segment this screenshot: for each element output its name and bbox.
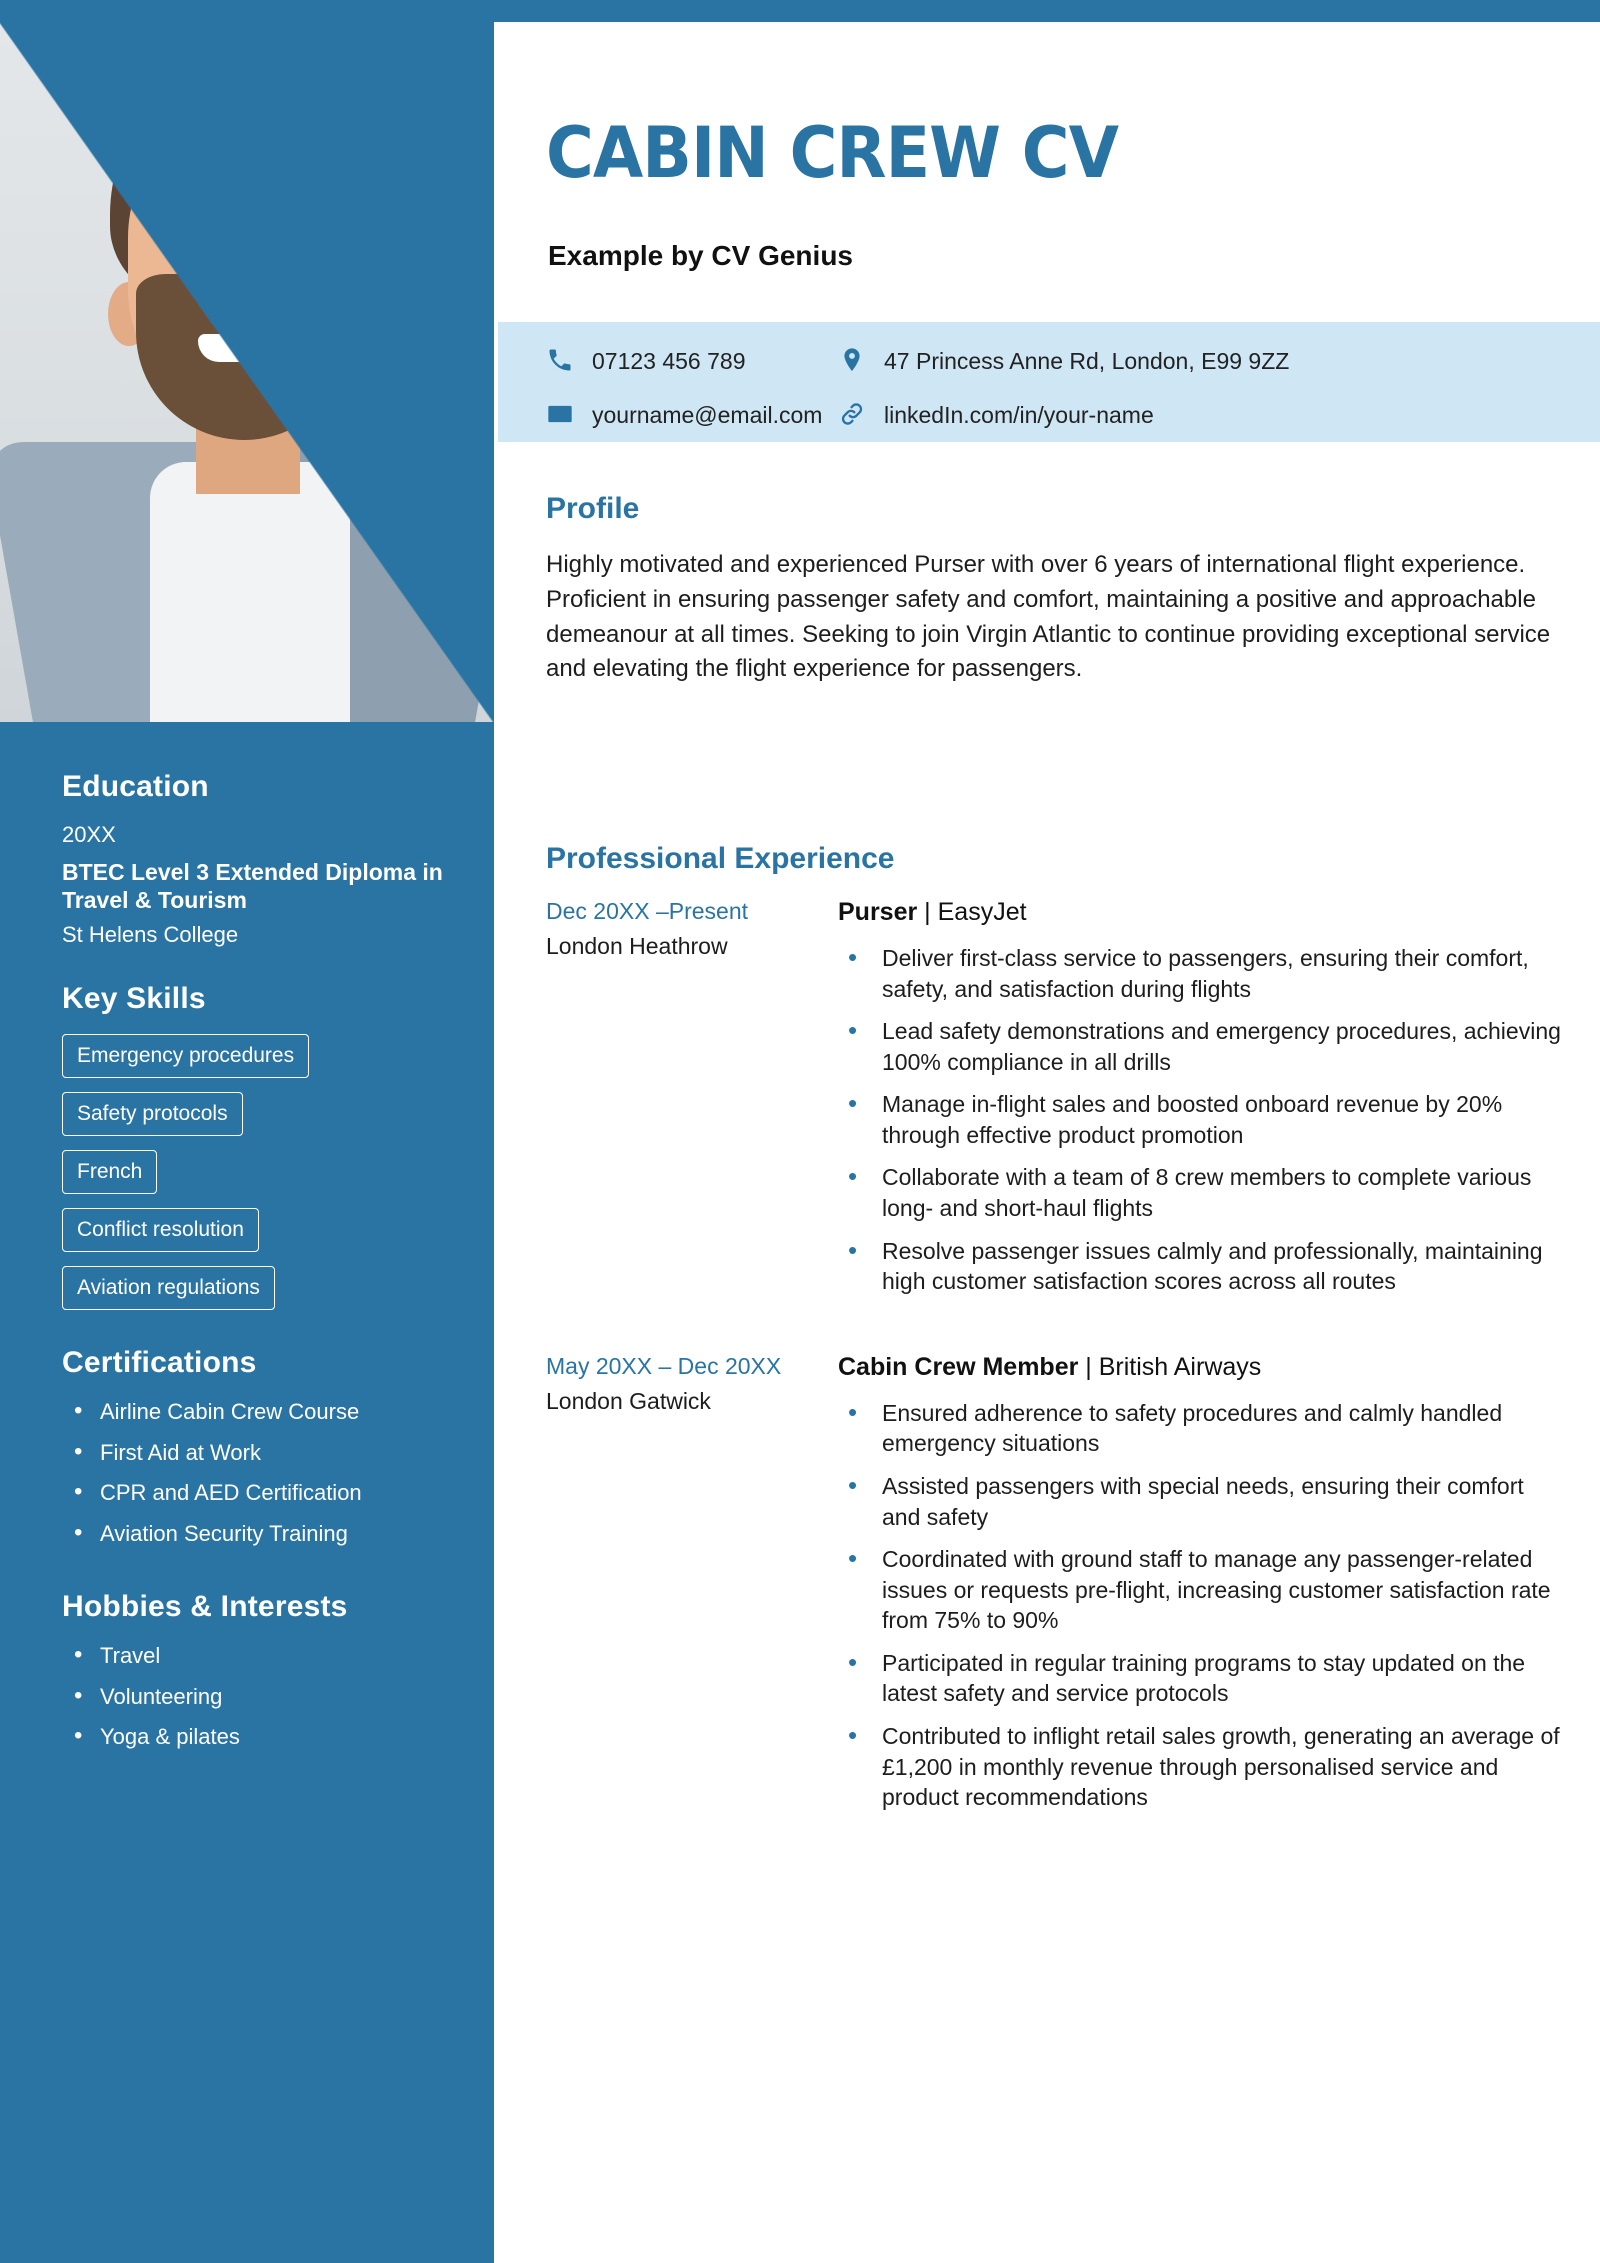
experience-details bbox=[838, 898, 1566, 1309]
experience-duties bbox=[838, 943, 1566, 1297]
hobbies-list bbox=[62, 1642, 462, 1751]
link-icon bbox=[838, 400, 868, 430]
list-item: • Volunteering bbox=[62, 1683, 462, 1711]
contact-address bbox=[838, 346, 1289, 376]
list-item: • Travel bbox=[62, 1642, 462, 1670]
list-item: • Assisted passengers with special needs, ensuring their comfort and safety bbox=[838, 1471, 1566, 1532]
education-degree: BTEC Level 3 Extended Diploma in Travel & Tourism bbox=[62, 859, 443, 914]
experience-location: London Gatwick bbox=[546, 1387, 711, 1414]
experience-location: London Heathrow bbox=[546, 933, 728, 959]
experience-role: Cabin Crew Member bbox=[838, 1352, 1079, 1381]
experience-company: EasyJet bbox=[937, 898, 1027, 926]
list-item: • CPR and AED Certification bbox=[62, 1479, 462, 1507]
contact-band bbox=[498, 322, 1600, 442]
photo-triangle-overlay bbox=[0, 22, 494, 722]
profile-section bbox=[546, 492, 1556, 687]
key-skills-heading: Key Skills bbox=[62, 982, 206, 1016]
profile-text: Highly motivated and experienced Purser with over 6 years of international flight experience. Proficient in ensuring passenger safety and comfort, maintaining a positive and approachable demeanour at all times. Seeking to join Virgin Atlantic to continue providing exceptional service and elevating the flight experience for passengers. bbox=[546, 551, 1551, 683]
phone-icon bbox=[546, 346, 576, 376]
experience-separator: | bbox=[1078, 1352, 1099, 1381]
profile-photo bbox=[0, 22, 494, 722]
certifications-list bbox=[62, 1398, 462, 1547]
experience-heading: Professional Experience bbox=[546, 842, 895, 875]
certifications-heading: Certifications bbox=[62, 1346, 257, 1380]
experience-date: Dec 20XX –Present bbox=[546, 898, 749, 924]
skill-chip: Aviation regulations bbox=[62, 1266, 275, 1310]
education-school: St Helens College bbox=[62, 922, 239, 948]
skill-chip: Emergency procedures bbox=[62, 1034, 309, 1078]
contact-address-text: 47 Princess Anne Rd, London, E99 9ZZ bbox=[884, 347, 1290, 374]
experience-entry bbox=[546, 1353, 1566, 1825]
experience-duties bbox=[838, 1398, 1566, 1813]
education-heading: Education bbox=[62, 770, 209, 803]
experience-separator: | bbox=[917, 898, 938, 926]
skill-chip: French bbox=[62, 1150, 157, 1194]
experience-title-line bbox=[838, 898, 1566, 927]
list-item: • Participated in regular training programs to stay updated on the latest safety and service protocols bbox=[838, 1648, 1566, 1709]
experience-company: British Airways bbox=[1098, 1352, 1262, 1381]
list-item: • Coordinated with ground staff to manage any passenger-related issues or requests pre-flight, increasing customer satisfaction rate from 75% to 90% bbox=[838, 1544, 1566, 1636]
list-item: • Lead safety demonstrations and emergency procedures, achieving 100% compliance in all drills bbox=[838, 1016, 1566, 1077]
contact-linkedin[interactable] bbox=[838, 400, 1154, 430]
list-item: • Airline Cabin Crew Course bbox=[62, 1398, 462, 1426]
skill-chip: Safety protocols bbox=[62, 1092, 243, 1136]
list-item: • Yoga & pilates bbox=[62, 1723, 462, 1751]
list-item: • Deliver first-class service to passengers, ensuring their comfort, safety, and satisfaction during flights bbox=[838, 943, 1566, 1004]
education-year: 20XX bbox=[62, 822, 116, 847]
contact-email[interactable] bbox=[546, 400, 822, 430]
profile-heading: Profile bbox=[546, 492, 640, 525]
experience-title-line bbox=[838, 1353, 1566, 1382]
contact-phone-text: 07123 456 789 bbox=[592, 347, 746, 374]
contact-linkedin-text: linkedIn.com/in/your-name bbox=[884, 401, 1154, 428]
envelope-icon bbox=[546, 400, 576, 430]
hobbies-heading: Hobbies & Interests bbox=[62, 1590, 348, 1624]
skill-chip: Conflict resolution bbox=[62, 1208, 259, 1252]
sidebar bbox=[0, 0, 494, 2263]
list-item: • First Aid at Work bbox=[62, 1439, 462, 1467]
contact-email-text: yourname@email.com bbox=[592, 401, 823, 428]
list-item: • Manage in-flight sales and boosted onboard revenue by 20% through effective product promotion bbox=[838, 1089, 1566, 1150]
experience-entry bbox=[546, 898, 1566, 1309]
main-column bbox=[498, 22, 1600, 2263]
experience-details bbox=[838, 1353, 1566, 1825]
list-item: • Resolve passenger issues calmly and professionally, maintaining high customer satisfaction scores across all routes bbox=[838, 1236, 1566, 1297]
sidebar-content bbox=[62, 770, 462, 1764]
experience-meta bbox=[546, 898, 838, 1309]
experience-meta bbox=[546, 1353, 838, 1825]
list-item: • Ensured adherence to safety procedures and calmly handled emergency situations bbox=[838, 1398, 1566, 1459]
key-skills-list bbox=[62, 1034, 462, 1324]
experience-date: May 20XX – Dec 20XX bbox=[546, 1352, 782, 1379]
location-pin-icon bbox=[838, 346, 868, 376]
page-title: CABIN CREW CV bbox=[546, 112, 1119, 194]
list-item: • Collaborate with a team of 8 crew members to complete various long- and short-haul flights bbox=[838, 1162, 1566, 1223]
page-subtitle: Example by CV Genius bbox=[548, 240, 853, 271]
contact-phone[interactable] bbox=[546, 346, 746, 376]
list-item: • Aviation Security Training bbox=[62, 1520, 462, 1548]
list-item: • Contributed to inflight retail sales growth, generating an average of £1,200 in monthly revenue through personalised service and product recommendations bbox=[838, 1721, 1566, 1813]
experience-section bbox=[546, 842, 1566, 1869]
experience-role: Purser bbox=[838, 898, 918, 926]
